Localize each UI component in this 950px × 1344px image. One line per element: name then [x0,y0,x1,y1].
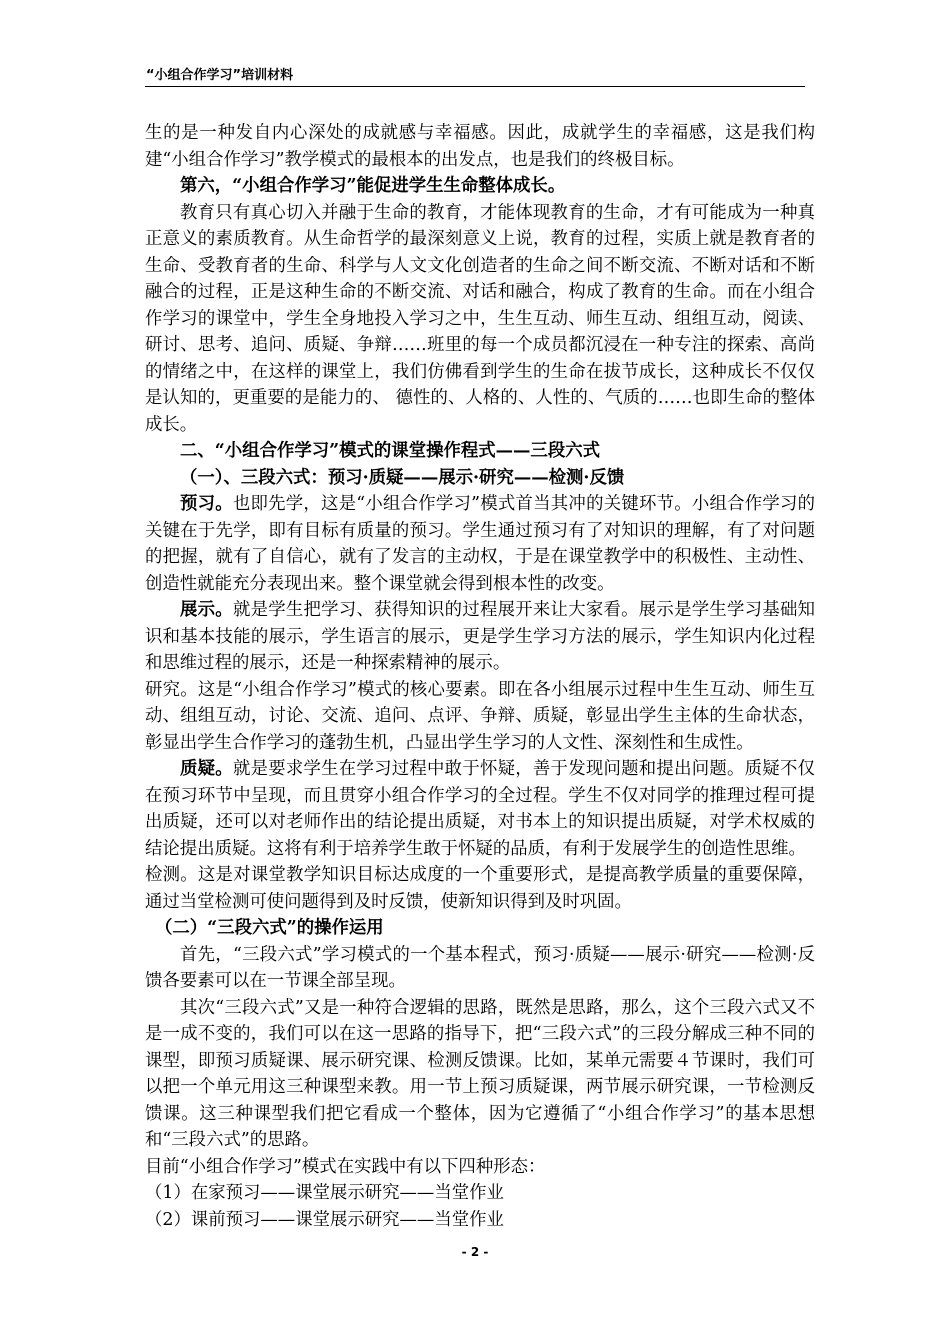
term-text: 也即先学，这是“小组合作学习”模式首当其冲的关键环节。小组合作学习的关键在于先学，即有目标有质量的预习。学生通过预习有了对知识的理解，有了对问题的把握，就有了自信心，就有了发言的主动权，于是在课堂教学中的积极性、主动性、创造性就能充分表现出来。整个课堂就会得到根本性的改变。 [145,494,815,594]
subsection-heading: （二）“三段六式”的操作运用 [155,918,384,938]
section-heading: 第六，“小组合作学习”能促进学生生命整体成长。 [180,176,566,196]
paragraph: 教育只有真心切入并融于生命的教育，才能体现教育的生命，才有可能成为一种真正意义的素质教育。从生命哲学的最深刻意义上说，教育的过程，实质上就是教育者的生命、受教育者的生命、科学与人文文化创造者的生命之间不断交流、不断对话和不断融合的过程，正是这种生命的不断交流、对话和融合，构成了教育的生命。而在小组合作学习的课堂中，学生全身地投入学习之中，生生互动、师生互动、组组互动，阅读、研讨、思考、追问、质疑、争辩……班里的每一个成员都沉浸在一种专注的探索、高尚的情绪之中，在这样的课堂上，我们仿佛看到学生的生命在拔节成长，这种成长不仅仅是认知的，更重要的是能力的、 德性的、人格的、人性的、气质的……也即生命的整体成长。 [145,202,815,435]
subsection-heading: （一）、三段六式：预习·质疑——展示·研究——检测·反馈 [180,467,625,488]
section-heading: 二、“小组合作学习”模式的课堂操作程式——三段六式 [180,441,600,461]
paragraph: 首先，“三段六式”学习模式的一个基本程式，预习·质疑——展示·研究——检测·反馈各要素可以在一节课全部呈现。 [145,944,815,991]
list-item: （1）在家预习——课堂展示研究——当堂作业 [145,1183,504,1203]
document-body [145,120,815,1233]
header-title: “小组合作学习”培训材料 [146,68,294,83]
paragraph [145,491,815,597]
paragraph [145,756,815,862]
page-header [145,68,805,87]
paragraph: 检测。这是对课堂教学知识目标达成度的一个重要形式，是提高教学质量的重要保障，通过当堂检测可使问题得到及时反馈，使新知识得到及时巩固。 [145,865,815,912]
term-text: 就是学生把学习、获得知识的过程展开来让大家看。展示是学生学习基础知识和基本技能的展示，学生语言的展示，更是学生学习方法的展示，学生知识内化过程和思维过程的展示，还是一种探索精神的展示。 [145,600,815,673]
paragraph: 研究。这是“小组合作学习”模式的核心要素。即在各小组展示过程中生生互动、师生互动、组组互动，讨论、交流、追问、点评、争辩、质疑，彰显出学生主体的生命状态，彰显出学生合作学习的蓬勃生机，凸显出学生学习的人文性、深刻性和生成性。 [145,679,815,753]
paragraph: 目前“小组合作学习”模式在实践中有以下四种形态： [145,1156,546,1177]
paragraph [145,597,815,677]
page-number: - 2 - [461,1245,489,1259]
term-label: 质疑。 [180,759,233,779]
term-text: 就是要求学生在学习过程中敢于怀疑，善于发现问题和提出问题。质疑不仅在预习环节中呈现，而且贯穿小组合作学习的全过程。学生不仅对同学的推理过程可提出质疑，还可以对老师作出的结论提出质疑，对书本上的知识提出质疑，对学术权威的结论提出质疑。这将有利于培养学生敢于怀疑的品质，有利于发展学生的创造性思维。 [145,759,815,859]
term-label: 展示。 [180,600,233,620]
paragraph: 生的是一种发自内心深处的成就感与幸福感。因此，成就学生的幸福感，这是我们构建“小组合作学习”教学模式的最根本的出发点，也是我们的终极目标。 [145,123,815,170]
paragraph: 其次“三段六式”又是一种符合逻辑的思路，既然是思路，那么，这个三段六式又不是一成不变的，我们可以在这一思路的指导下，把“三段六式”的三段分解成三种不同的课型，即预习质疑课、展示研究课、检测反馈课。比如，某单元需要４节课时，我们可以把一个单元用这三种课型来教。用一节上预习质疑课，两节展示研究课，一节检测反馈课。这三种课型我们把它看成一个整体，因为它遵循了“小组合作学习”的基本思想和“三段六式”的思路。 [145,997,815,1150]
term-label: 预习。 [180,494,233,514]
list-item: （2）课前预习——课堂展示研究——当堂作业 [145,1209,504,1230]
